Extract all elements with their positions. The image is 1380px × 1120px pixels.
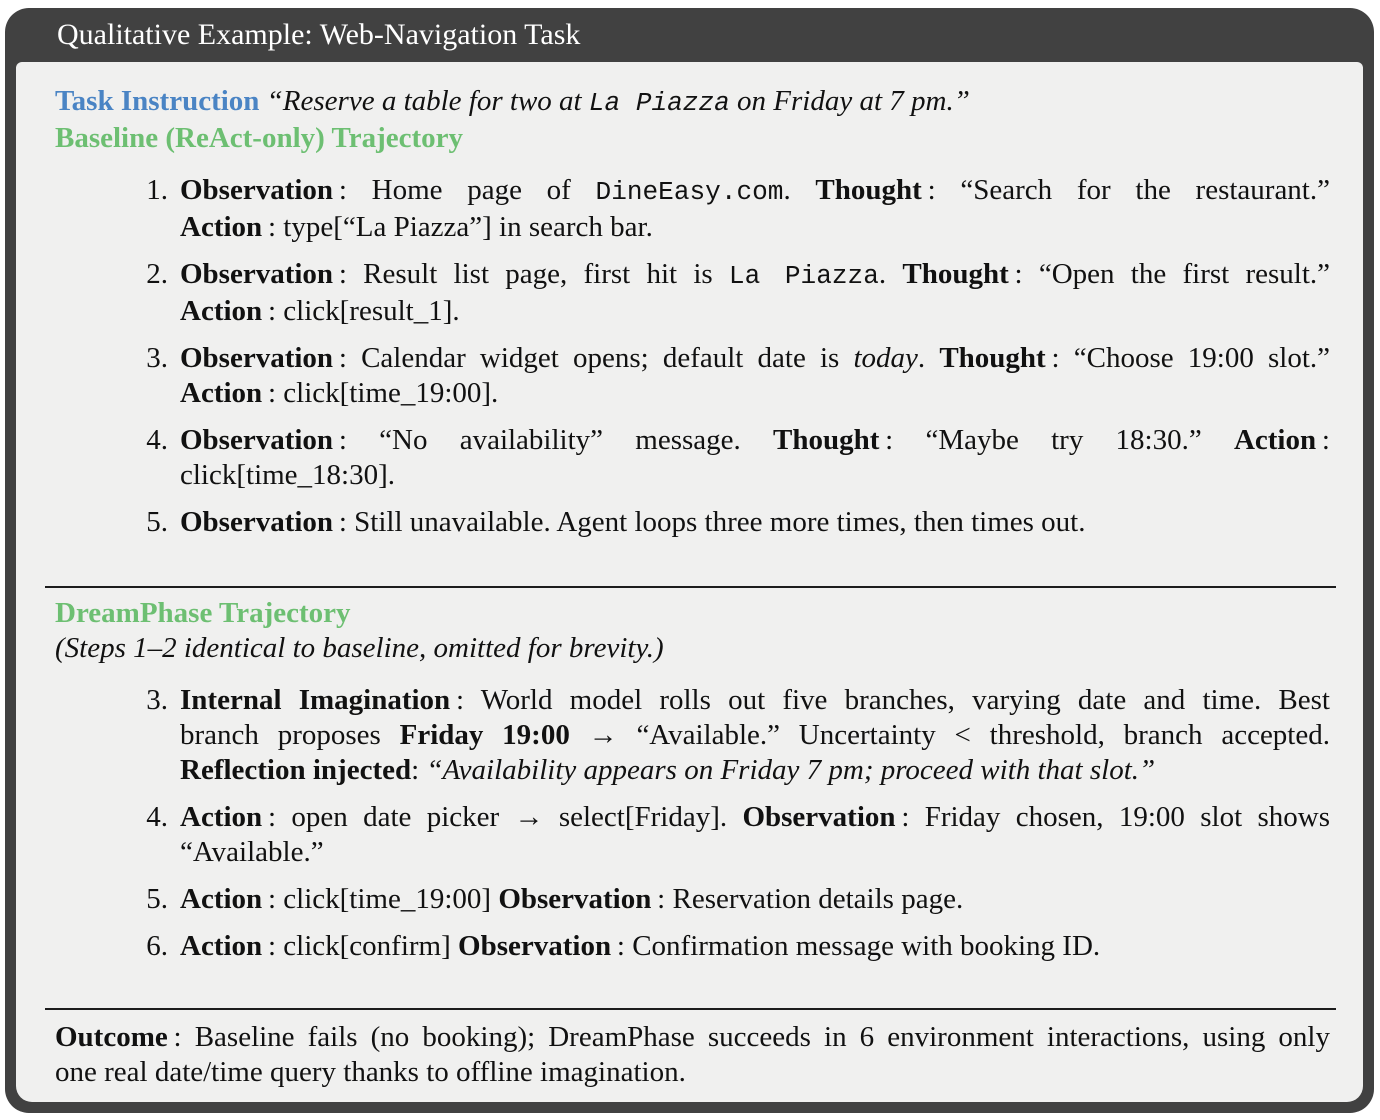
text-segment: : click[time_19:00]. bbox=[262, 377, 499, 409]
item-text bbox=[180, 341, 1330, 411]
item-number: 3. bbox=[146, 684, 168, 716]
item-number: 4. bbox=[146, 424, 168, 456]
list-item bbox=[55, 882, 1330, 917]
item-number: 6. bbox=[146, 930, 168, 962]
text-segment: : Still unavailable. Agent loops three more times, then times out. bbox=[333, 506, 1086, 538]
item-number: 5. bbox=[146, 883, 168, 915]
separator bbox=[45, 586, 1336, 588]
list-item bbox=[55, 173, 1330, 245]
dreamphase-heading: DreamPhase Trajectory bbox=[55, 597, 351, 629]
text-segment: . bbox=[783, 174, 816, 206]
text-line bbox=[180, 683, 1330, 718]
text-line bbox=[180, 458, 1330, 493]
list-item bbox=[55, 341, 1330, 411]
text-segment: Observation bbox=[180, 258, 334, 290]
item-number: 2. bbox=[146, 258, 168, 290]
text-segment: Observation bbox=[742, 801, 896, 833]
list-item bbox=[55, 929, 1330, 964]
list-item bbox=[55, 257, 1330, 329]
text-line bbox=[180, 718, 1330, 753]
brevity-note: (Steps 1–2 identical to baseline, omitted for brevity.) bbox=[55, 632, 664, 664]
text-line bbox=[55, 1020, 1330, 1055]
text-line bbox=[180, 835, 1330, 870]
text-line bbox=[180, 800, 1330, 835]
text-line bbox=[180, 929, 1330, 964]
text-segment: : bbox=[1316, 424, 1330, 456]
dreamphase-list bbox=[55, 683, 1330, 964]
text-segment: Action bbox=[1233, 424, 1317, 456]
figure-body bbox=[16, 62, 1363, 1102]
text-segment: Thought bbox=[902, 258, 1009, 290]
text-segment: : World model rolls out five branches, varying date and time. Best bbox=[450, 684, 1330, 716]
item-text bbox=[180, 173, 1330, 245]
item-text bbox=[180, 505, 1330, 540]
text-segment: Outcome bbox=[55, 1021, 168, 1053]
figure-container bbox=[5, 8, 1374, 1113]
text-segment: Action bbox=[180, 883, 263, 915]
figure-title: Qualitative Example: Web-Navigation Task bbox=[57, 18, 581, 51]
text-segment: Observation bbox=[180, 506, 334, 538]
item-text bbox=[180, 423, 1330, 493]
text-line bbox=[180, 505, 1330, 540]
text-segment: : “Open the first result.” bbox=[1008, 258, 1330, 290]
text-segment: : Confirmation message with booking ID. bbox=[611, 930, 1101, 962]
text-line bbox=[180, 173, 1330, 210]
text-segment: : click[result_1]. bbox=[262, 295, 460, 327]
text-segment: Thought bbox=[815, 174, 922, 206]
text-segment: one real date/time query thanks to offline imagination. bbox=[55, 1056, 686, 1088]
text-line bbox=[55, 1055, 1330, 1090]
text-segment: : Friday chosen, 19:00 slot shows bbox=[895, 801, 1330, 833]
text-segment: Action bbox=[180, 930, 263, 962]
text-line bbox=[180, 341, 1330, 376]
text-segment: La Piazza bbox=[728, 261, 879, 291]
task-instruction-label: Task Instruction bbox=[55, 85, 260, 117]
text-segment: : Calendar widget opens; default date is bbox=[333, 342, 854, 374]
text-line bbox=[180, 423, 1330, 458]
text-line bbox=[180, 294, 1330, 329]
item-text bbox=[180, 257, 1330, 329]
text-segment: today bbox=[853, 342, 918, 374]
text-segment: → “Available.” Uncertainty < threshold, branch accepted. bbox=[569, 719, 1330, 751]
text-segment: on Friday at 7 pm.” bbox=[729, 85, 970, 117]
text-segment: : click[time_19:00] bbox=[262, 883, 499, 915]
text-line bbox=[180, 376, 1330, 411]
text-segment: branch proposes bbox=[180, 719, 400, 751]
item-text bbox=[180, 882, 1330, 917]
text-segment: Friday 19:00 bbox=[399, 719, 570, 751]
text-segment: : open date picker → select[Friday]. bbox=[262, 801, 743, 833]
text-line bbox=[180, 882, 1330, 917]
title-bar bbox=[5, 8, 1374, 62]
item-number: 4. bbox=[146, 801, 168, 833]
text-segment: : click[confirm] bbox=[262, 930, 459, 962]
text-segment: : “Choose 19:00 slot.” bbox=[1045, 342, 1330, 374]
item-text bbox=[180, 929, 1330, 964]
text-segment: Thought bbox=[772, 424, 880, 456]
text-segment: Action bbox=[180, 295, 263, 327]
list-item bbox=[55, 423, 1330, 493]
list-item bbox=[55, 683, 1330, 788]
text-segment: : “No availability” message. bbox=[333, 424, 773, 456]
text-segment: . bbox=[878, 258, 903, 290]
text-segment: Reflection injected bbox=[180, 754, 412, 786]
text-segment: “Reserve a table for two at bbox=[259, 85, 589, 117]
text-segment: : “Search for the restaurant.” bbox=[921, 174, 1330, 206]
item-number: 3. bbox=[146, 342, 168, 374]
list-item bbox=[55, 800, 1330, 870]
item-text bbox=[180, 800, 1330, 870]
baseline-list bbox=[55, 173, 1330, 540]
text-segment: Observation bbox=[180, 174, 334, 206]
text-segment: : type[“La Piazza”] in search bar. bbox=[262, 211, 653, 243]
item-number: 1. bbox=[146, 174, 168, 206]
text-segment: DineEasy.com bbox=[595, 177, 784, 207]
text-line bbox=[180, 210, 1330, 245]
text-segment: “Available.” bbox=[180, 836, 324, 868]
text-segment: : “Maybe try 18:30.” bbox=[879, 424, 1234, 456]
text-segment: Observation bbox=[180, 424, 334, 456]
text-segment: La Piazza bbox=[588, 88, 730, 118]
text-segment: Action bbox=[180, 801, 263, 833]
text-segment: click[time_18:30]. bbox=[180, 459, 396, 491]
text-segment: . bbox=[917, 342, 940, 374]
text-segment: Thought bbox=[939, 342, 1046, 374]
text-segment: “Availability appears on Friday 7 pm; proceed with that slot.” bbox=[426, 754, 1156, 786]
text-segment: Observation bbox=[458, 930, 612, 962]
text-segment: : Result list page, first hit is bbox=[333, 258, 729, 290]
text-segment: Observation bbox=[498, 883, 652, 915]
text-segment: : bbox=[411, 754, 427, 786]
text-segment: Action bbox=[180, 211, 263, 243]
list-item bbox=[55, 505, 1330, 540]
text-segment: Observation bbox=[180, 342, 334, 374]
text-segment: Action bbox=[180, 377, 263, 409]
text-line bbox=[180, 257, 1330, 294]
task-instruction-line bbox=[55, 84, 1330, 121]
text-segment: : Home page of bbox=[333, 174, 596, 206]
text-line bbox=[180, 753, 1330, 788]
text-segment: Internal Imagination bbox=[180, 684, 451, 716]
task-instruction-text bbox=[259, 85, 969, 117]
outcome-text bbox=[55, 1020, 1330, 1090]
item-text bbox=[180, 683, 1330, 788]
separator bbox=[45, 1008, 1336, 1010]
baseline-heading: Baseline (ReAct-only) Trajectory bbox=[55, 122, 464, 154]
item-number: 5. bbox=[146, 506, 168, 538]
text-segment: : Reservation details page. bbox=[651, 883, 964, 915]
text-segment: : Baseline fails (no booking); DreamPhase succeeds in 6 environment interactions, using only bbox=[167, 1021, 1330, 1053]
